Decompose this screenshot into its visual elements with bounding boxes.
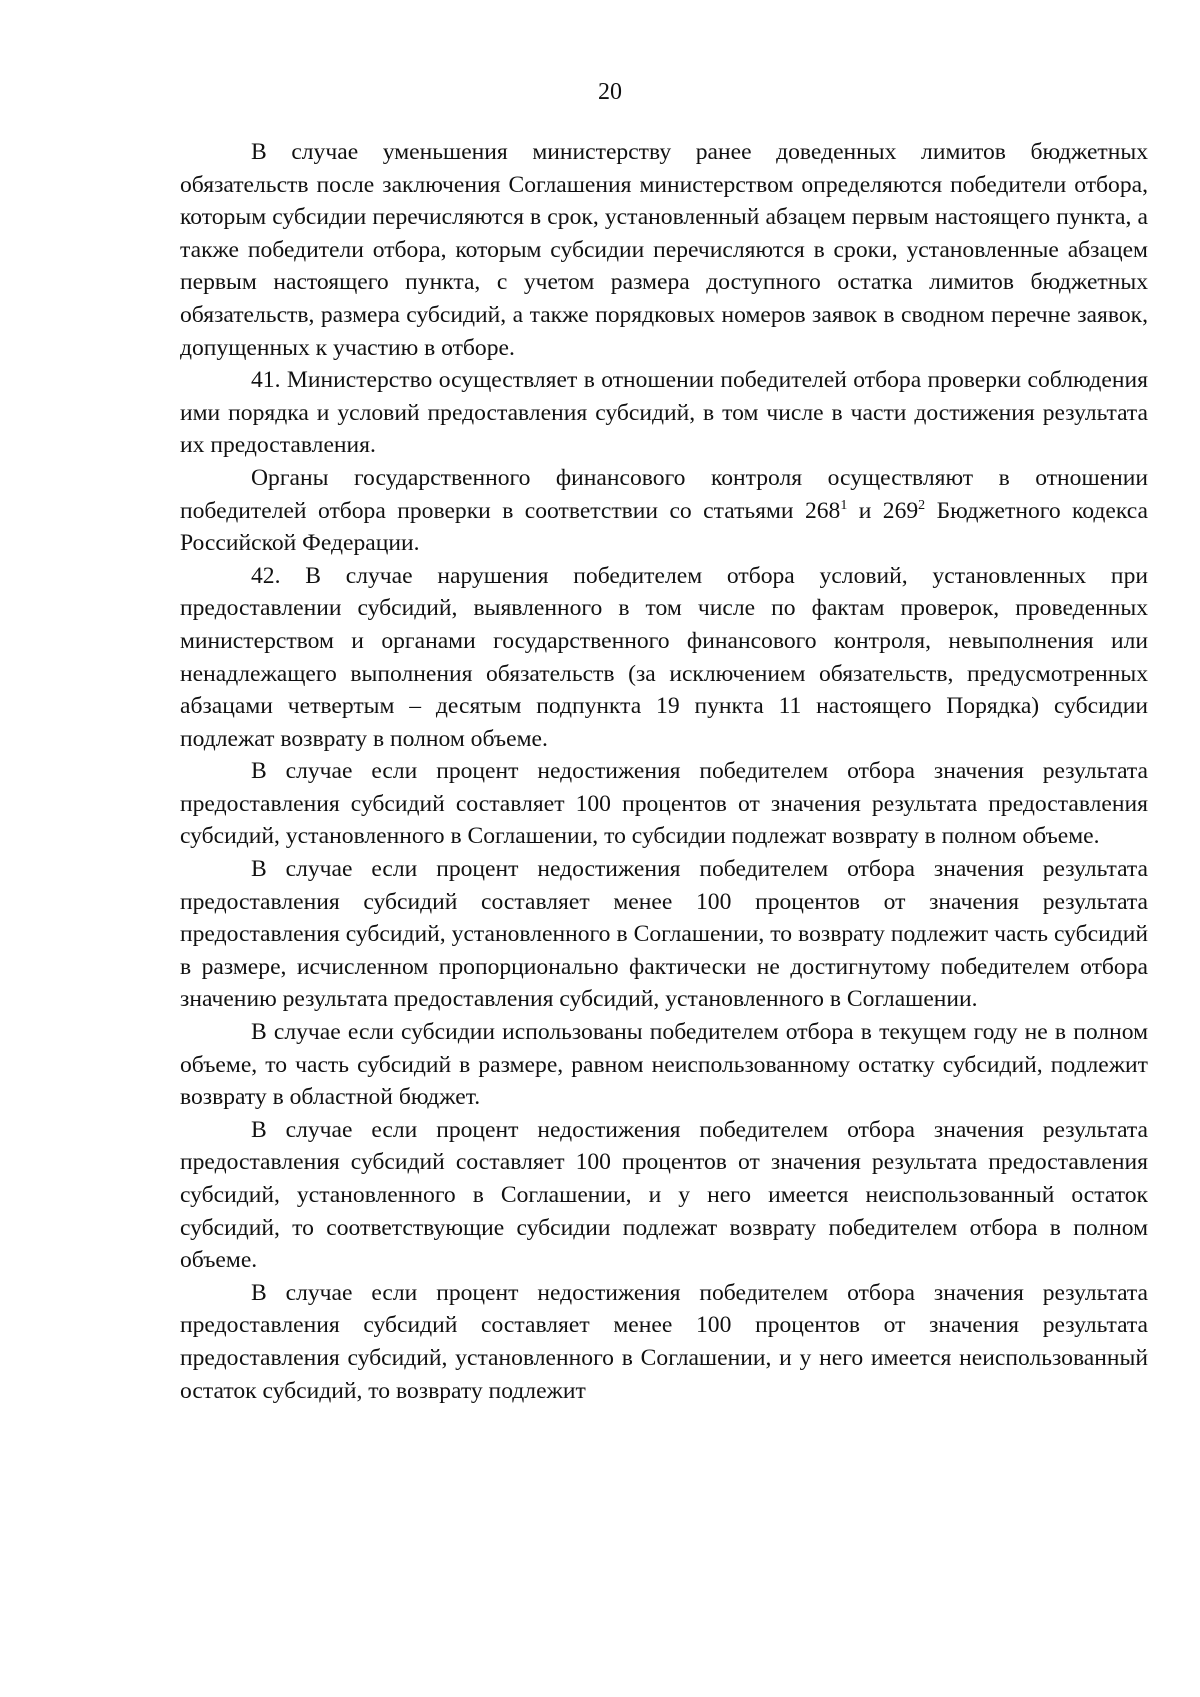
paragraph-unused-balance: В случае если субсидии использованы победителем отбора в текущем году не в полном объеме, то часть субсидий в размере, равном неиспользованному остатку субсидий, подлежит возврату в областной бюджет.: [180, 1019, 1148, 1111]
paragraph-41-ministry-checks: 41. Министерство осуществляет в отношении победителей отбора проверки соблюдения ими порядка и условий предоставления субсидий, в том числе в части достижения результата их предоставления.: [180, 367, 1148, 459]
paragraph-42-violation-return: 42. В случае нарушения победителем отбора условий, установленных при предоставлении субсидий, выявленного в том числе по фактам проверок, проведенных министерством и органами государственного финансового контроля, невыполнения или ненадлежащего выполнения обязательств (за исключением обязательств, предусмотренных абзацами четвертым – десятым подпункта 19 пункта 11 настоящего Порядка) субсидии подлежат возврату в полном объеме.: [180, 562, 1148, 752]
paragraph-partial-non-achievement-unused: В случае если процент недостижения победителем отбора значения результата предоставления субсидий составляет менее 100 процентов от значения результата предоставления субсидий, установленного в Соглашении, и у него имеется неиспользованный остаток субсидий, то возврату подлежит: [180, 1279, 1148, 1404]
paragraph-full-non-achievement-unused: В случае если процент недостижения победителем отбора значения результата предоставления субсидий составляет 100 процентов от значения результата предоставления субсидий, установленного в Соглашении, и у него имеется неиспользованный остаток субсидий, то соответствующие субсидии подлежат возврату победителем отбора в полном объеме.: [180, 1116, 1148, 1274]
paragraph-financial-control: [180, 462, 1148, 560]
paragraph-partial-non-achievement: В случае если процент недостижения победителем отбора значения результата предоставления субсидий составляет менее 100 процентов от значения результата предоставления субсидий, установленного в Соглашении, то возврату подлежит часть субсидий в размере, исчисленном пропорционально фактически не достигнутому победителем отбора значению результата предоставления субсидий, установленного в Соглашении.: [180, 856, 1148, 1013]
superscript: 1: [840, 497, 848, 513]
paragraph-limits-reduction: В случае уменьшения министерству ранее доведенных лимитов бюджетных обязательств после заключения Соглашения министерством определяются победители отбора, которым субсидии перечисляются в срок, установленный абзацем первым настоящего пункта, а также победители отбора, которым субсидии перечисляются в сроки, установленные абзацем первым настоящего пункта, с учетом размера доступного остатка лимитов бюджетных обязательств, размера субсидий, а также порядковых номеров заявок в сводном перечне заявок, допущенных к участию в отборе.: [180, 139, 1148, 361]
page-number: 20: [598, 79, 622, 105]
paragraph-text-part: Бюджетного кодекса Российской Федерации.: [180, 497, 1148, 557]
paragraph-text-part: Органы государственного финансового контроля осуществляют в отношении победителей отбора проверки в соответствии со статьями 268: [180, 464, 1148, 524]
document-body: [180, 136, 1148, 1407]
paragraph-text-part: и 269: [847, 497, 919, 524]
superscript: 2: [918, 497, 926, 513]
paragraph-full-non-achievement: В случае если процент недостижения победителем отбора значения результата предоставления субсидий составляет 100 процентов от значения результата предоставления субсидий, установленного в Соглашении, то субсидии подлежат возврату в полном объеме.: [180, 758, 1148, 850]
